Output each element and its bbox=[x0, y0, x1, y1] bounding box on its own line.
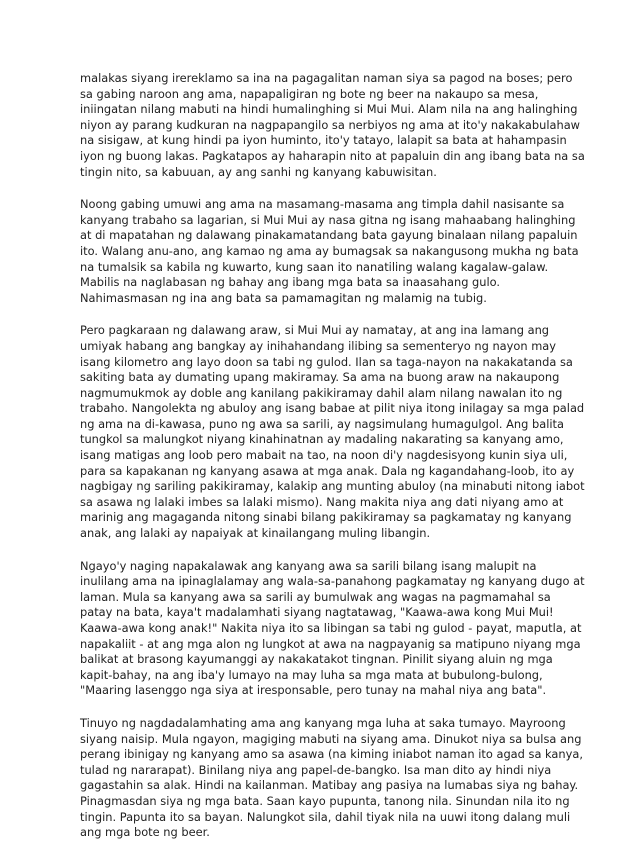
text-line: tingin. Papunta ito sa bayan. Nalungkot sila, dahil tiyak nila na uuwi itong dalang muli bbox=[80, 809, 571, 824]
text-line: kanyang trabaho sa lagarian, si Mui Mui ay nasa gitna ng isang mahaabang halinghing bbox=[80, 212, 576, 227]
text-line: patay na bata, kaya't madalamhati siyang nagtatawag, "Kaawa-awa kong Mui Mui! bbox=[80, 605, 554, 620]
story-paragraph bbox=[80, 323, 585, 541]
text-line: napakaliit - at ang mga alon ng lungkot at awa na nagpayanig sa matipuno niyang mga bbox=[80, 636, 581, 651]
text-line: Ngayo'y naging napakalawak ang kanyang awa sa sarili bilang isang malupit na bbox=[80, 558, 537, 573]
text-line: na sisigaw, at kung hindi pa iyon huminto, ito'y tatayo, lalapit sa bata at hahampasin bbox=[80, 133, 567, 148]
text-line: nagmumukmok ay doble ang kanilang pakikiramay dahil alam nilang nawalan ito ng bbox=[80, 385, 563, 400]
text-line: malakas siyang irereklamo sa ina na pagagalitan naman siya sa pagod na boses; pero bbox=[80, 71, 573, 85]
text-line: iyon ng buong lakas. Pagkatapos ay haharapin nito at papaluin din ang ibang bata na sa bbox=[80, 148, 585, 163]
text-line: iniingatan nilang mabuti na hindi humalinghing si Mui Mui. Alam nila na ang halinghing bbox=[80, 102, 578, 117]
text-line: sakiting bata ay dumating upang makiramay. Sa ama na buong araw na nakaupong bbox=[80, 370, 560, 385]
story-paragraph bbox=[80, 715, 583, 841]
text-line: marinig ang magaganda nitong sinabi bilang pakikiramay sa pagkamatay ng kanyang bbox=[80, 510, 572, 525]
text-line: nagbigay ng sariling pakikiramay, kalakip ang munting abuloy (na minabuti nitong iabot bbox=[80, 479, 585, 494]
text-line: Noong gabing umuwi ang ama na masamang-masama ang timpla dahil nasisante sa bbox=[80, 197, 565, 212]
text-line: ang mga bote ng beer. bbox=[80, 825, 210, 840]
story-paragraph bbox=[80, 558, 585, 699]
text-line: Pero pagkaraan ng dalawang araw, si Mui Mui ay namatay, at ang ina lamang ang bbox=[80, 323, 550, 338]
text-line: tingin nito, sa kabuuan, ay ang sanhi ng kanyang kabuwisitan. bbox=[80, 164, 437, 179]
text-line: tungkol sa malungkot niyang kinahinatnan ay madaling nakarating sa kanyang amo, bbox=[80, 432, 564, 447]
text-line: laman. Mula sa kanyang awa sa sarili ay bumulwak ang wagas na pagmamahal sa bbox=[80, 589, 551, 604]
text-line: "Maaring lasenggo nga siya at iresponsable, pero tunay na mahal niya ang bata". bbox=[80, 683, 547, 698]
text-line: umiyak habang ang bangkay ay inihahandang ilibing sa sementeryo ng nayon may bbox=[80, 338, 557, 353]
text-line: at di mapatahan ng dalawang pinakamatandang bata gayung binalaan nilang papaluin bbox=[80, 228, 578, 243]
text-line: anak, ang lalaki ay napaiyak at kinailangang muling libangin. bbox=[80, 526, 431, 541]
text-line: trabaho. Nangolekta ng abuloy ang isang babae at pilit niya itong inilagay sa mga palad bbox=[80, 401, 585, 416]
text-line: Nahimasmasan ng ina ang bata sa pamamagitan ng malamig na tubig. bbox=[80, 290, 487, 305]
text-line: gagastahin sa alak. Hindi na kailanman. Matibay ang pasiya na lumabas siya ng bahay. bbox=[80, 778, 579, 793]
text-line: Mabilis na naglabasan ng bahay ang ibang mga bata sa inaasahang gulo. bbox=[80, 275, 501, 290]
text-line: perang ibinigay ng kanyang amo sa asawa (na kiming iniabot naman ito agad sa kanya, bbox=[80, 747, 583, 762]
text-line: sa gabing naroon ang ama, napapaligiran ng bote ng beer na nakaupo sa mesa, bbox=[80, 86, 539, 101]
text-line: na tumalsik sa kabila ng kuwarto, kung saan ito nanatiling walang kagalaw-galaw. bbox=[80, 259, 549, 274]
text-line: isang kilometro ang layo doon sa tabi ng gulod. Ilan sa taga-nayon na nakakatanda sa bbox=[80, 354, 573, 369]
story-paragraph bbox=[80, 71, 585, 180]
text-line: siyang naisip. Mula ngayon, magiging mabuti na siyang ama. Dinukot niya sa bulsa ang bbox=[80, 731, 582, 746]
text-line: Kaawa-awa kong anak!" Nakita niya ito sa libingan sa tabi ng gulod - payat, maputla, at bbox=[80, 621, 582, 635]
text-line: inulilang ama na ipinaglalamay ang wala-sa-panahong pagkamatay ng kanyang dugo at bbox=[80, 574, 585, 589]
text-line: Tinuyo ng nagdadalamhating ama ang kanyang mga luha at saka tumayo. Mayroong bbox=[80, 715, 566, 730]
story-text-column bbox=[80, 71, 585, 858]
text-line: niyon ay parang kudkuran na nagpapangilo sa nerbiyos ng ama at ito'y nakakabulahaw bbox=[80, 117, 580, 132]
text-line: sa asawa ng lalaki imbes sa lalaki mismo). Nang makita niya ang dati niyang amo at bbox=[80, 494, 564, 509]
text-line: balikat at brasong kayumanggi ay nakakatakot tingnan. Pinilit siyang aluin ng mga bbox=[80, 652, 553, 667]
text-line: tulad ng nararapat). Binilang niya ang papel-de-bangko. Isa man dito ay hindi niya bbox=[80, 762, 552, 777]
text-line: Pinagmasdan siya ng mga bata. Saan kayo pupunta, tanong nila. Sinundan nila ito ng bbox=[80, 793, 570, 808]
text-line: para sa kapakanan ng kanyang asawa at mga anak. Dala ng kagandahang-loob, ito ay bbox=[80, 463, 575, 478]
text-line: ito. Walang anu-ano, ang kamao ng ama ay bumagsak sa nakangusong mukha ng bata bbox=[80, 243, 579, 258]
text-line: isang matigas ang loob pero mabait na tao, na noon di'y nagdesisyong kunin siya uli, bbox=[80, 448, 568, 463]
text-line: kapit-bahay, na ang iba'y lumayo na may luha sa mga mata at bubulong-bulong, bbox=[80, 667, 543, 682]
text-line: ng ama na di-kawasa, puno ng awa sa sarili, ay nagsimulang humagulgol. Ang balita bbox=[80, 416, 564, 431]
story-paragraph bbox=[80, 197, 579, 306]
